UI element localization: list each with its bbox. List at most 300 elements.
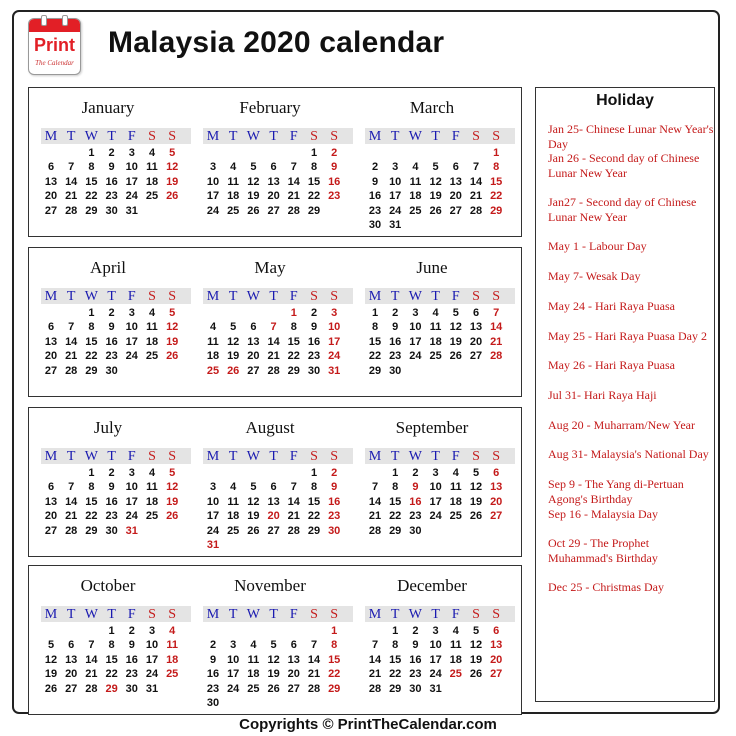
day-cell[interactable]: 28 — [65, 204, 78, 217]
day-cell[interactable]: 18 — [227, 190, 240, 203]
day-cell[interactable]: 12 — [247, 495, 260, 508]
day-cell[interactable]: 29 — [287, 364, 300, 377]
day-cell[interactable]: 18 — [145, 335, 159, 348]
day-cell[interactable]: 29 — [307, 524, 321, 537]
day-cell[interactable]: 7 — [472, 161, 480, 174]
day-cell[interactable]: 2 — [128, 625, 135, 637]
day-cell[interactable]: 16 — [328, 495, 341, 508]
day-cell[interactable]: 8 — [88, 481, 95, 494]
day-cell[interactable]: 28 — [307, 682, 321, 695]
day-cell[interactable]: 16 — [105, 175, 118, 188]
day-cell[interactable]: 10 — [409, 321, 422, 334]
day-cell[interactable]: 15 — [389, 495, 402, 508]
day-cell[interactable]: 7 — [88, 639, 95, 652]
day-cell[interactable]: 28 — [65, 524, 78, 537]
day-cell[interactable]: 16 — [125, 653, 138, 666]
day-cell[interactable]: 5 — [250, 161, 257, 174]
day-cell[interactable]: 4 — [230, 161, 237, 174]
day-cell[interactable]: 31 — [145, 682, 159, 695]
day-cell[interactable]: 29 — [328, 682, 341, 695]
day-cell[interactable]: 19 — [166, 175, 179, 188]
day-cell[interactable]: 8 — [88, 321, 95, 334]
day-cell[interactable]: 1 — [392, 625, 399, 637]
day-cell[interactable]: 5 — [472, 467, 480, 479]
day-cell[interactable]: 12 — [429, 175, 442, 188]
day-cell[interactable]: 23 — [328, 190, 341, 203]
day-cell[interactable]: 24 — [145, 668, 159, 681]
day-cell[interactable]: 25 — [449, 668, 462, 681]
day-cell[interactable]: 13 — [44, 175, 58, 188]
day-cell[interactable]: 14 — [85, 653, 98, 666]
day-cell[interactable]: 8 — [493, 161, 500, 174]
day-cell[interactable]: 5 — [270, 639, 277, 652]
day-cell[interactable]: 4 — [148, 467, 156, 479]
day-cell[interactable]: 9 — [412, 481, 419, 494]
day-cell[interactable]: 27 — [65, 682, 78, 695]
print-the-calendar-logo[interactable] — [28, 18, 81, 75]
day-cell[interactable]: 2 — [412, 467, 419, 479]
day-cell[interactable]: 3 — [432, 467, 439, 479]
day-cell[interactable]: 31 — [206, 539, 220, 551]
day-cell[interactable]: 28 — [368, 524, 382, 537]
day-cell[interactable]: 9 — [310, 321, 318, 334]
day-cell[interactable]: 23 — [409, 668, 422, 681]
day-cell[interactable]: 4 — [452, 467, 459, 479]
day-cell[interactable]: 22 — [105, 668, 118, 681]
day-cell[interactable]: 9 — [108, 321, 115, 334]
day-cell[interactable]: 10 — [328, 321, 341, 334]
day-cell[interactable]: 23 — [105, 510, 118, 523]
day-cell[interactable]: 9 — [108, 481, 115, 494]
day-cell[interactable]: 27 — [267, 204, 280, 217]
day-cell[interactable]: 4 — [230, 481, 237, 494]
day-cell[interactable]: 14 — [368, 653, 382, 666]
day-cell[interactable]: 9 — [392, 321, 399, 334]
day-cell[interactable]: 1 — [88, 467, 95, 479]
day-cell[interactable]: 13 — [267, 175, 280, 188]
day-cell[interactable]: 8 — [371, 321, 379, 334]
day-cell[interactable]: 14 — [368, 495, 382, 508]
day-cell[interactable]: 28 — [490, 350, 503, 363]
day-cell[interactable]: 11 — [449, 481, 462, 494]
day-cell[interactable]: 21 — [267, 350, 280, 363]
day-cell[interactable]: 30 — [125, 682, 138, 695]
day-cell[interactable]: 11 — [429, 321, 442, 334]
day-cell[interactable]: 12 — [469, 481, 483, 494]
day-cell[interactable]: 27 — [449, 204, 462, 217]
day-cell[interactable]: 16 — [389, 335, 402, 348]
day-cell[interactable]: 25 — [145, 510, 159, 523]
day-cell[interactable]: 26 — [247, 524, 260, 537]
day-cell[interactable]: 22 — [85, 510, 98, 523]
day-cell[interactable]: 28 — [287, 204, 300, 217]
day-cell[interactable]: 7 — [68, 161, 75, 174]
day-cell[interactable]: 19 — [469, 653, 483, 666]
day-cell[interactable]: 3 — [128, 467, 135, 479]
day-cell[interactable]: 17 — [429, 653, 442, 666]
day-cell[interactable]: 15 — [287, 335, 300, 348]
day-cell[interactable]: 6 — [47, 481, 55, 494]
day-cell[interactable]: 30 — [389, 364, 402, 377]
day-cell[interactable]: 6 — [493, 625, 500, 637]
day-cell[interactable]: 28 — [65, 364, 78, 377]
day-cell[interactable]: 13 — [65, 653, 78, 666]
day-cell[interactable]: 1 — [371, 307, 379, 319]
day-cell[interactable]: 27 — [490, 668, 503, 681]
day-cell[interactable]: 9 — [128, 639, 135, 652]
day-cell[interactable]: 10 — [125, 161, 138, 174]
day-cell[interactable]: 25 — [449, 510, 462, 523]
day-cell[interactable]: 26 — [469, 668, 483, 681]
day-cell[interactable]: 29 — [85, 204, 98, 217]
day-cell[interactable]: 2 — [108, 467, 115, 479]
day-cell[interactable]: 20 — [65, 668, 78, 681]
day-cell[interactable]: 28 — [267, 364, 280, 377]
day-cell[interactable]: 28 — [469, 204, 483, 217]
day-cell[interactable]: 1 — [290, 307, 297, 319]
day-cell[interactable]: 5 — [452, 307, 459, 319]
day-cell[interactable]: 18 — [145, 175, 159, 188]
day-cell[interactable]: 14 — [65, 495, 78, 508]
day-cell[interactable]: 17 — [206, 510, 220, 523]
day-cell[interactable]: 19 — [469, 495, 483, 508]
day-cell[interactable]: 4 — [148, 147, 156, 159]
day-cell[interactable]: 5 — [472, 625, 480, 637]
day-cell[interactable]: 8 — [108, 639, 115, 652]
day-cell[interactable]: 13 — [44, 495, 58, 508]
day-cell[interactable]: 23 — [409, 510, 422, 523]
day-cell[interactable]: 19 — [166, 495, 179, 508]
day-cell[interactable]: 5 — [169, 147, 176, 159]
day-cell[interactable]: 10 — [145, 639, 159, 652]
day-cell[interactable]: 2 — [331, 147, 338, 159]
day-cell[interactable]: 8 — [392, 481, 399, 494]
day-cell[interactable]: 26 — [166, 190, 179, 203]
day-cell[interactable]: 11 — [409, 175, 422, 188]
day-cell[interactable]: 25 — [429, 350, 442, 363]
day-cell[interactable]: 6 — [290, 639, 297, 652]
day-cell[interactable]: 22 — [85, 350, 98, 363]
day-cell[interactable]: 25 — [145, 190, 159, 203]
day-cell[interactable]: 26 — [44, 682, 58, 695]
day-cell[interactable]: 4 — [169, 625, 176, 637]
day-cell[interactable]: 1 — [331, 625, 338, 637]
day-cell[interactable]: 15 — [368, 335, 382, 348]
day-cell[interactable]: 2 — [310, 307, 318, 319]
day-cell[interactable]: 11 — [146, 481, 158, 494]
day-cell[interactable]: 11 — [227, 175, 239, 188]
day-cell[interactable]: 29 — [307, 204, 321, 217]
day-cell[interactable]: 5 — [47, 639, 55, 652]
day-cell[interactable]: 29 — [85, 524, 98, 537]
day-cell[interactable]: 18 — [247, 668, 260, 681]
day-cell[interactable]: 20 — [490, 653, 503, 666]
day-cell[interactable]: 8 — [331, 639, 338, 652]
day-cell[interactable]: 11 — [146, 321, 158, 334]
day-cell[interactable]: 23 — [105, 350, 118, 363]
day-cell[interactable]: 1 — [310, 147, 318, 159]
day-cell[interactable]: 25 — [227, 204, 240, 217]
day-cell[interactable]: 16 — [307, 335, 321, 348]
day-cell[interactable]: 13 — [449, 175, 462, 188]
day-cell[interactable]: 10 — [206, 495, 220, 508]
day-cell[interactable]: 13 — [490, 639, 503, 652]
day-cell[interactable]: 13 — [490, 481, 503, 494]
day-cell[interactable]: 10 — [227, 653, 240, 666]
day-cell[interactable]: 28 — [287, 524, 300, 537]
day-cell[interactable]: 27 — [44, 524, 58, 537]
day-cell[interactable]: 11 — [146, 161, 158, 174]
day-cell[interactable]: 10 — [389, 175, 402, 188]
day-cell[interactable]: 21 — [287, 190, 300, 203]
day-cell[interactable]: 15 — [307, 495, 321, 508]
day-cell[interactable]: 28 — [368, 682, 382, 695]
day-cell[interactable]: 17 — [389, 190, 402, 203]
day-cell[interactable]: 20 — [490, 495, 503, 508]
day-cell[interactable]: 11 — [247, 653, 260, 666]
day-cell[interactable]: 20 — [267, 190, 280, 203]
day-cell[interactable]: 20 — [449, 190, 462, 203]
day-cell[interactable]: 22 — [389, 510, 402, 523]
day-cell[interactable]: 17 — [409, 335, 422, 348]
day-cell[interactable]: 1 — [310, 467, 318, 479]
day-cell[interactable]: 19 — [267, 668, 280, 681]
day-cell[interactable]: 30 — [328, 524, 341, 537]
day-cell[interactable]: 18 — [227, 510, 240, 523]
day-cell[interactable]: 22 — [307, 190, 321, 203]
day-cell[interactable]: 15 — [85, 175, 98, 188]
day-cell[interactable]: 2 — [331, 467, 338, 479]
day-cell[interactable]: 27 — [490, 510, 503, 523]
day-cell[interactable]: 29 — [85, 364, 98, 377]
day-cell[interactable]: 25 — [166, 668, 179, 681]
day-cell[interactable]: 24 — [429, 510, 442, 523]
day-cell[interactable]: 7 — [310, 639, 318, 652]
day-cell[interactable]: 19 — [227, 350, 240, 363]
day-cell[interactable]: 18 — [449, 495, 462, 508]
day-cell[interactable]: 23 — [389, 350, 402, 363]
day-cell[interactable]: 18 — [429, 335, 442, 348]
day-cell[interactable]: 12 — [469, 639, 483, 652]
day-cell[interactable]: 19 — [166, 335, 179, 348]
day-cell[interactable]: 6 — [493, 467, 500, 479]
day-cell[interactable]: 1 — [108, 625, 115, 637]
day-cell[interactable]: 21 — [469, 190, 483, 203]
day-cell[interactable]: 20 — [44, 510, 58, 523]
day-cell[interactable]: 13 — [247, 335, 260, 348]
day-cell[interactable]: 23 — [105, 190, 118, 203]
day-cell[interactable]: 14 — [287, 175, 300, 188]
day-cell[interactable]: 18 — [145, 495, 159, 508]
day-cell[interactable]: 17 — [328, 335, 341, 348]
day-cell[interactable]: 19 — [247, 190, 260, 203]
day-cell[interactable]: 7 — [68, 321, 75, 334]
day-cell[interactable]: 17 — [145, 653, 159, 666]
day-cell[interactable]: 10 — [206, 175, 220, 188]
day-cell[interactable]: 8 — [310, 481, 318, 494]
day-cell[interactable]: 26 — [166, 510, 179, 523]
day-cell[interactable]: 22 — [490, 190, 503, 203]
day-cell[interactable]: 6 — [472, 307, 480, 319]
day-cell[interactable]: 2 — [392, 307, 399, 319]
day-cell[interactable]: 9 — [331, 481, 338, 494]
day-cell[interactable]: 22 — [328, 668, 341, 681]
day-cell[interactable]: 25 — [247, 682, 260, 695]
day-cell[interactable]: 11 — [166, 639, 178, 652]
day-cell[interactable]: 21 — [65, 350, 78, 363]
day-cell[interactable]: 20 — [247, 350, 260, 363]
day-cell[interactable]: 3 — [128, 307, 135, 319]
day-cell[interactable]: 10 — [125, 321, 138, 334]
day-cell[interactable]: 11 — [207, 335, 219, 348]
day-cell[interactable]: 20 — [469, 335, 483, 348]
day-cell[interactable]: 9 — [209, 653, 217, 666]
day-cell[interactable]: 27 — [247, 364, 260, 377]
day-cell[interactable]: 21 — [368, 510, 382, 523]
day-cell[interactable]: 27 — [267, 524, 280, 537]
day-cell[interactable]: 29 — [389, 524, 402, 537]
day-cell[interactable]: 29 — [389, 682, 402, 695]
day-cell[interactable]: 19 — [429, 190, 442, 203]
day-cell[interactable]: 27 — [44, 364, 58, 377]
day-cell[interactable]: 10 — [429, 481, 442, 494]
day-cell[interactable]: 4 — [148, 307, 156, 319]
day-cell[interactable]: 15 — [389, 653, 402, 666]
day-cell[interactable]: 17 — [125, 495, 138, 508]
day-cell[interactable]: 21 — [287, 510, 300, 523]
day-cell[interactable]: 8 — [310, 161, 318, 174]
day-cell[interactable]: 5 — [169, 307, 176, 319]
day-cell[interactable]: 2 — [371, 161, 379, 174]
day-cell[interactable]: 23 — [368, 204, 382, 217]
day-cell[interactable]: 14 — [307, 653, 321, 666]
day-cell[interactable]: 4 — [209, 321, 217, 334]
day-cell[interactable]: 2 — [108, 307, 115, 319]
day-cell[interactable]: 30 — [105, 204, 118, 217]
day-cell[interactable]: 24 — [409, 350, 422, 363]
day-cell[interactable]: 16 — [409, 495, 422, 508]
day-cell[interactable]: 9 — [108, 161, 115, 174]
day-cell[interactable]: 25 — [409, 204, 422, 217]
day-cell[interactable]: 24 — [206, 524, 220, 537]
day-cell[interactable]: 15 — [307, 175, 321, 188]
day-cell[interactable]: 18 — [409, 190, 422, 203]
day-cell[interactable]: 26 — [267, 682, 280, 695]
day-cell[interactable]: 29 — [368, 364, 382, 377]
day-cell[interactable]: 2 — [209, 639, 217, 652]
day-cell[interactable]: 23 — [206, 682, 220, 695]
day-cell[interactable]: 10 — [125, 481, 138, 494]
day-cell[interactable]: 9 — [331, 161, 338, 174]
day-cell[interactable]: 24 — [206, 204, 220, 217]
day-cell[interactable]: 4 — [432, 307, 439, 319]
day-cell[interactable]: 7 — [270, 321, 277, 334]
day-cell[interactable]: 13 — [267, 495, 280, 508]
day-cell[interactable]: 24 — [389, 204, 402, 217]
day-cell[interactable]: 23 — [328, 510, 341, 523]
day-cell[interactable]: 20 — [287, 668, 300, 681]
day-cell[interactable]: 27 — [287, 682, 300, 695]
day-cell[interactable]: 25 — [145, 350, 159, 363]
day-cell[interactable]: 20 — [267, 510, 280, 523]
day-cell[interactable]: 26 — [166, 350, 179, 363]
day-cell[interactable]: 12 — [166, 481, 179, 494]
day-cell[interactable]: 12 — [166, 321, 179, 334]
day-cell[interactable]: 15 — [105, 653, 118, 666]
day-cell[interactable]: 27 — [469, 350, 483, 363]
day-cell[interactable]: 15 — [328, 653, 341, 666]
day-cell[interactable]: 22 — [389, 668, 402, 681]
day-cell[interactable]: 3 — [412, 307, 419, 319]
day-cell[interactable]: 2 — [108, 147, 115, 159]
day-cell[interactable]: 17 — [206, 190, 220, 203]
day-cell[interactable]: 31 — [125, 524, 138, 537]
day-cell[interactable]: 3 — [148, 625, 156, 637]
day-cell[interactable]: 12 — [166, 161, 179, 174]
day-cell[interactable]: 7 — [493, 307, 500, 319]
day-cell[interactable]: 12 — [449, 321, 462, 334]
day-cell[interactable]: 1 — [88, 307, 95, 319]
day-cell[interactable]: 13 — [287, 653, 300, 666]
day-cell[interactable]: 9 — [371, 175, 379, 188]
day-cell[interactable]: 25 — [206, 364, 220, 377]
day-cell[interactable]: 1 — [392, 467, 399, 479]
day-cell[interactable]: 24 — [125, 510, 138, 523]
day-cell[interactable]: 16 — [105, 495, 118, 508]
day-cell[interactable]: 30 — [307, 364, 321, 377]
day-cell[interactable]: 16 — [368, 190, 382, 203]
day-cell[interactable]: 21 — [307, 668, 321, 681]
day-cell[interactable]: 3 — [392, 161, 399, 174]
day-cell[interactable]: 5 — [169, 467, 176, 479]
day-cell[interactable]: 31 — [429, 682, 442, 695]
day-cell[interactable]: 31 — [328, 364, 341, 377]
day-cell[interactable]: 5 — [432, 161, 439, 174]
day-cell[interactable]: 6 — [270, 161, 277, 174]
day-cell[interactable]: 3 — [230, 639, 237, 652]
day-cell[interactable]: 17 — [125, 335, 138, 348]
day-cell[interactable]: 26 — [469, 510, 483, 523]
day-cell[interactable]: 21 — [85, 668, 98, 681]
day-cell[interactable]: 16 — [328, 175, 341, 188]
day-cell[interactable]: 14 — [267, 335, 280, 348]
day-cell[interactable]: 4 — [412, 161, 419, 174]
day-cell[interactable]: 14 — [65, 175, 78, 188]
day-cell[interactable]: 18 — [206, 350, 220, 363]
day-cell[interactable]: 22 — [85, 190, 98, 203]
day-cell[interactable]: 2 — [412, 625, 419, 637]
day-cell[interactable]: 26 — [449, 350, 462, 363]
day-cell[interactable]: 30 — [105, 524, 118, 537]
day-cell[interactable]: 3 — [209, 161, 217, 174]
day-cell[interactable]: 6 — [47, 161, 55, 174]
day-cell[interactable]: 30 — [206, 697, 220, 709]
day-cell[interactable]: 19 — [449, 335, 462, 348]
day-cell[interactable]: 26 — [429, 204, 442, 217]
day-cell[interactable]: 3 — [128, 147, 135, 159]
day-cell[interactable]: 1 — [88, 147, 95, 159]
day-cell[interactable]: 12 — [267, 653, 280, 666]
day-cell[interactable]: 24 — [429, 668, 442, 681]
day-cell[interactable]: 8 — [392, 639, 399, 652]
day-cell[interactable]: 13 — [44, 335, 58, 348]
day-cell[interactable]: 24 — [227, 682, 240, 695]
day-cell[interactable]: 23 — [307, 350, 321, 363]
day-cell[interactable]: 16 — [409, 653, 422, 666]
day-cell[interactable]: 8 — [88, 161, 95, 174]
day-cell[interactable]: 16 — [105, 335, 118, 348]
day-cell[interactable]: 6 — [47, 321, 55, 334]
